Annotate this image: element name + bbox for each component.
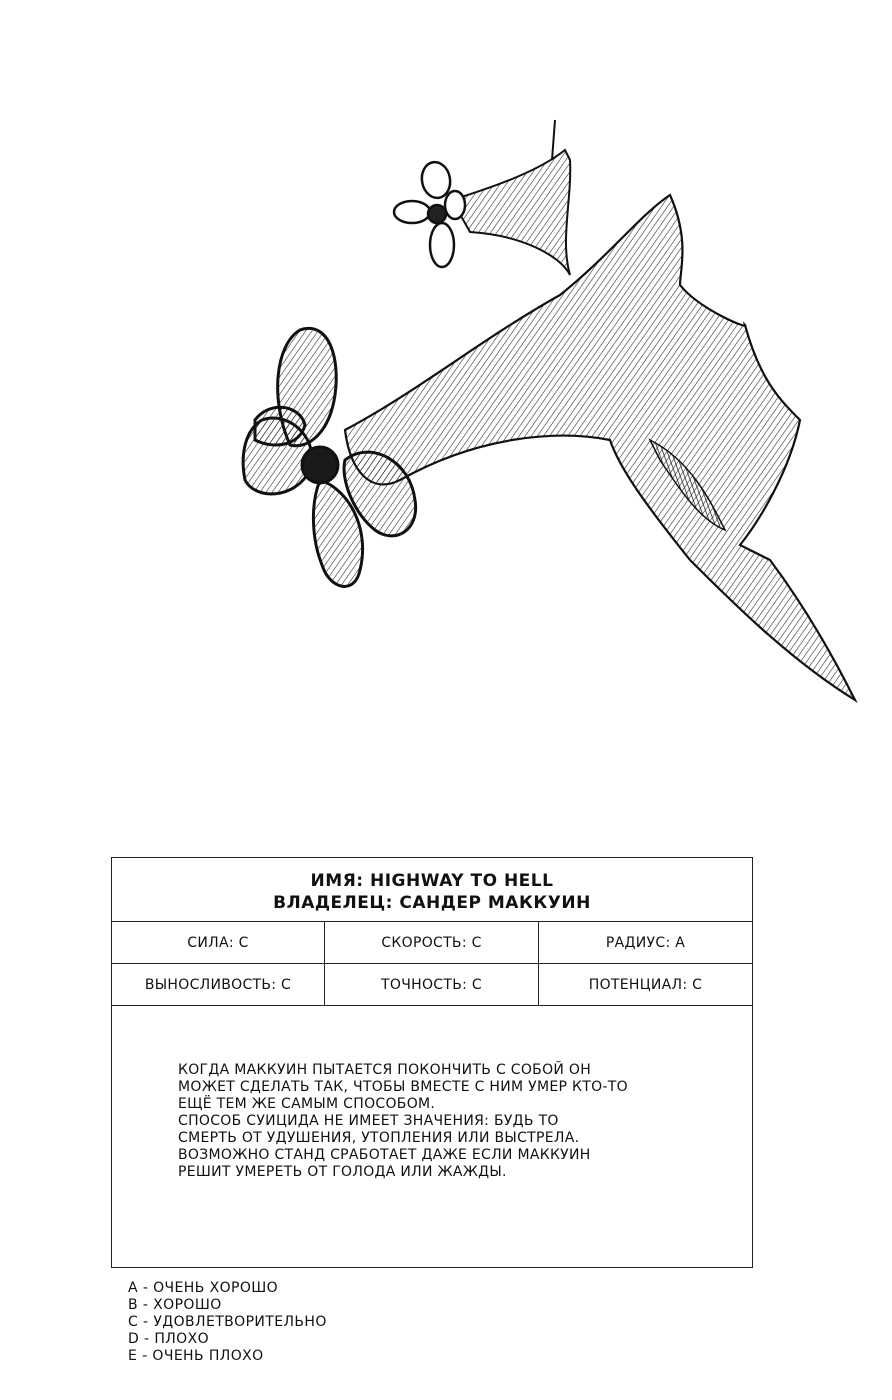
upper-stem: [452, 150, 570, 275]
legend-item: E - ОЧЕНЬ ПЛОХО: [128, 1348, 264, 1364]
stat-potential: ПОТЕНЦИАЛ: C: [539, 964, 752, 1006]
large-flower: [243, 328, 415, 586]
stat-power: СИЛА: C: [112, 922, 325, 964]
stat-range: РАДИУС: A: [539, 922, 752, 964]
antenna-line: [552, 120, 555, 160]
title-block: [112, 858, 752, 922]
legend-item: C - УДОВЛЕТВОРИТЕЛЬНО: [128, 1314, 327, 1330]
main-horn: [345, 195, 855, 700]
small-flower: [394, 160, 465, 267]
description-line: МОЖЕТ СДЕЛАТЬ ТАК, ЧТОБЫ ВМЕСТЕ С НИМ УМЕР КТО-ТО: [178, 1079, 628, 1095]
stat-durability: ВЫНОСЛИВОСТЬ: C: [112, 964, 325, 1006]
stats-grid: [112, 922, 752, 1006]
stand-name: ИМЯ: HIGHWAY TO HELL: [310, 871, 554, 891]
legend-item: A - ОЧЕНЬ ХОРОШО: [128, 1280, 279, 1296]
stat-precision: ТОЧНОСТЬ: C: [325, 964, 539, 1006]
stat-speed: СКОРОСТЬ: C: [325, 922, 539, 964]
description: [112, 1006, 752, 1181]
description-line: СМЕРТЬ ОТ УДУШЕНИЯ, УТОПЛЕНИЯ ИЛИ ВЫСТРЕЛА.: [178, 1130, 580, 1146]
stand-card: [111, 857, 753, 1268]
description-line: КОГДА МАККУИН ПЫТАЕТСЯ ПОКОНЧИТЬ С СОБОЙ ОН: [178, 1062, 592, 1078]
legend-item: B - ХОРОШО: [128, 1297, 222, 1313]
legend-item: D - ПЛОХО: [128, 1331, 210, 1347]
description-line: СПОСОБ СУИЦИДА НЕ ИМЕЕТ ЗНАЧЕНИЯ: БУДЬ ТО: [178, 1113, 559, 1129]
grade-legend: [128, 1280, 327, 1365]
description-line: РЕШИТ УМЕРЕТЬ ОТ ГОЛОДА ИЛИ ЖАЖДЫ.: [178, 1164, 507, 1180]
description-line: ВОЗМОЖНО СТАНД СРАБОТАЕТ ДАЖЕ ЕСЛИ МАККУИН: [178, 1147, 591, 1163]
stand-owner: ВЛАДЕЛЕЦ: САНДЕР МАККУИН: [273, 893, 591, 913]
description-line: ЕЩЁ ТЕМ ЖЕ САМЫМ СПОСОБОМ.: [178, 1096, 436, 1112]
